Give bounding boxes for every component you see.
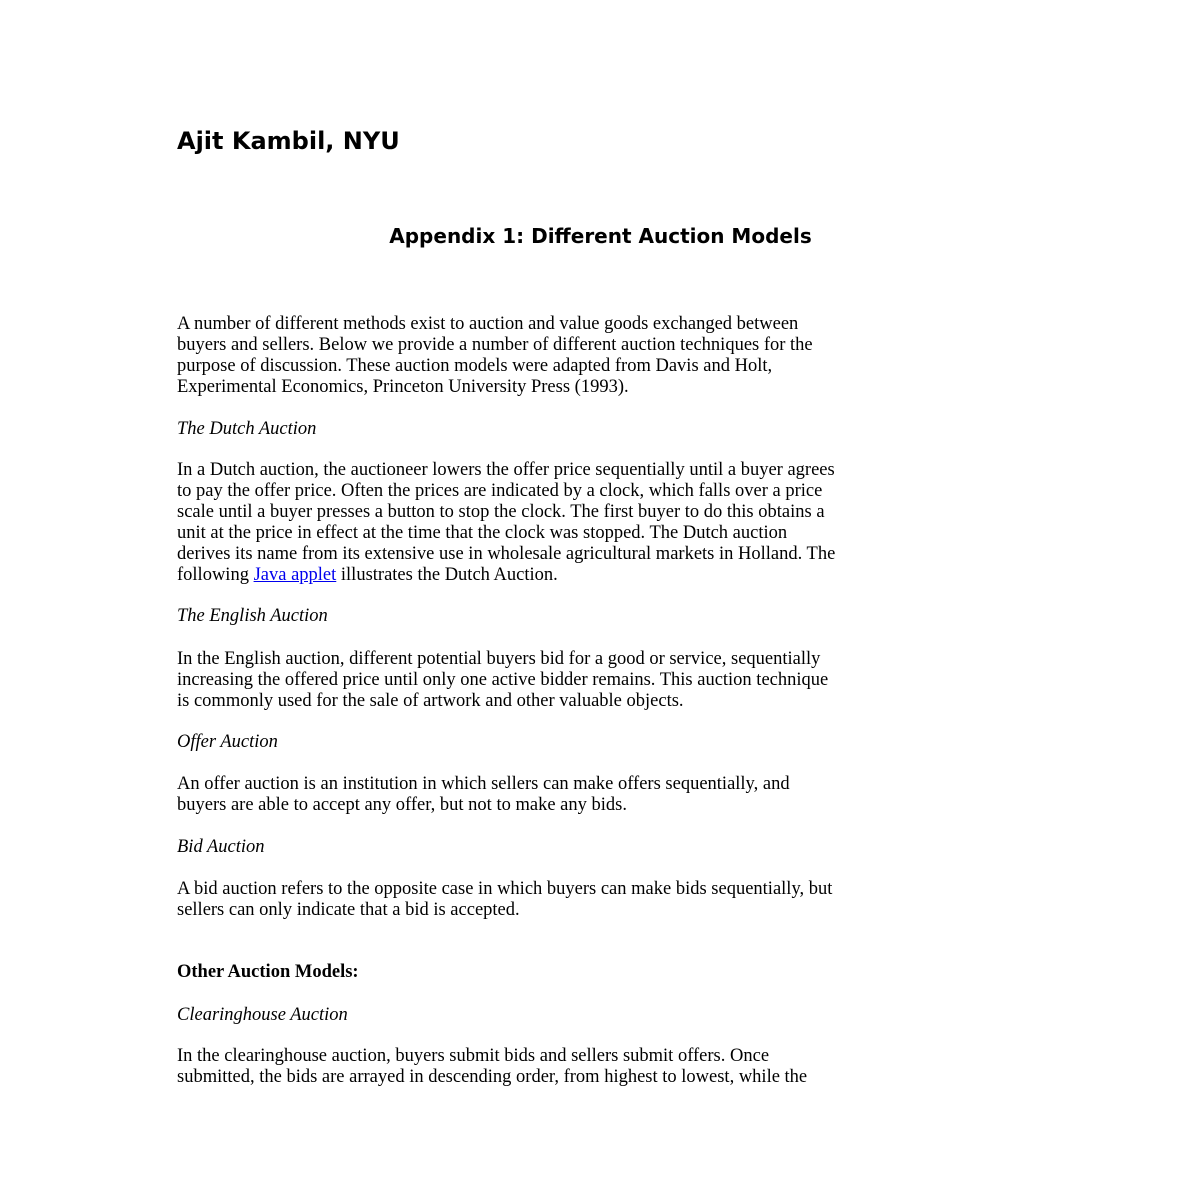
clearinghouse-auction-paragraph <box>177 1046 807 1088</box>
intro-line: purpose of discussion. These auction models were adapted from Davis and Holt, <box>177 355 773 376</box>
clearinghouse-line: In the clearinghouse auction, buyers submit bids and sellers submit offers. Once <box>177 1046 770 1066</box>
dutch-line-prefix: following <box>177 564 254 585</box>
offer-auction-heading: Offer Auction <box>177 732 278 752</box>
english-line: In the English auction, different potential buyers bid for a good or service, sequentially <box>177 649 821 669</box>
clearinghouse-auction-heading: Clearinghouse Auction <box>177 1005 348 1025</box>
bid-line: A bid auction refers to the opposite case in which buyers can make bids sequentially, but <box>177 879 833 899</box>
bid-line: sellers can only indicate that a bid is accepted. <box>177 899 520 920</box>
dutch-auction-paragraph <box>177 460 835 585</box>
intro-paragraph <box>177 314 813 398</box>
dutch-line-suffix: illustrates the Dutch Auction. <box>336 564 558 585</box>
author-line: Ajit Kambil, NYU <box>177 127 400 155</box>
offer-line: buyers are able to accept any offer, but not to make any bids. <box>177 794 627 815</box>
english-line: is commonly used for the sale of artwork and other valuable objects. <box>177 690 684 711</box>
bid-auction-paragraph <box>177 879 832 921</box>
dutch-auction-heading: The Dutch Auction <box>177 419 317 439</box>
dutch-line: derives its name from its extensive use in wholesale agricultural markets in Holland. The <box>177 543 836 564</box>
clearinghouse-line: submitted, the bids are arrayed in descending order, from highest to lowest, while the <box>177 1066 808 1087</box>
intro-line: Experimental Economics, Princeton University Press (1993). <box>177 376 629 397</box>
english-auction-heading: The English Auction <box>177 606 328 626</box>
intro-line: A number of different methods exist to auction and value goods exchanged between <box>177 314 799 334</box>
bid-auction-heading: Bid Auction <box>177 837 265 857</box>
intro-line: buyers and sellers. Below we provide a number of different auction techniques for the <box>177 334 813 355</box>
dutch-line: In a Dutch auction, the auctioneer lowers the offer price sequentially until a buyer agrees <box>177 460 835 480</box>
offer-line: An offer auction is an institution in which sellers can make offers sequentially, and <box>177 774 790 794</box>
dutch-line: scale until a buyer presses a button to stop the clock. The first buyer to do this obtains a <box>177 501 825 522</box>
offer-auction-paragraph <box>177 774 790 816</box>
english-auction-paragraph <box>177 649 828 712</box>
java-applet-link[interactable]: Java applet <box>253 564 337 585</box>
document-title: Appendix 1: Different Auction Models <box>389 224 812 248</box>
other-auction-models-heading: Other Auction Models: <box>177 962 359 982</box>
english-line: increasing the offered price until only one active bidder remains. This auction technique <box>177 669 829 690</box>
dutch-line: to pay the offer price. Often the prices are indicated by a clock, which falls over a price <box>177 480 823 501</box>
dutch-line: unit at the price in effect at the time that the clock was stopped. The Dutch auction <box>177 522 788 543</box>
dutch-line-last <box>177 565 835 586</box>
